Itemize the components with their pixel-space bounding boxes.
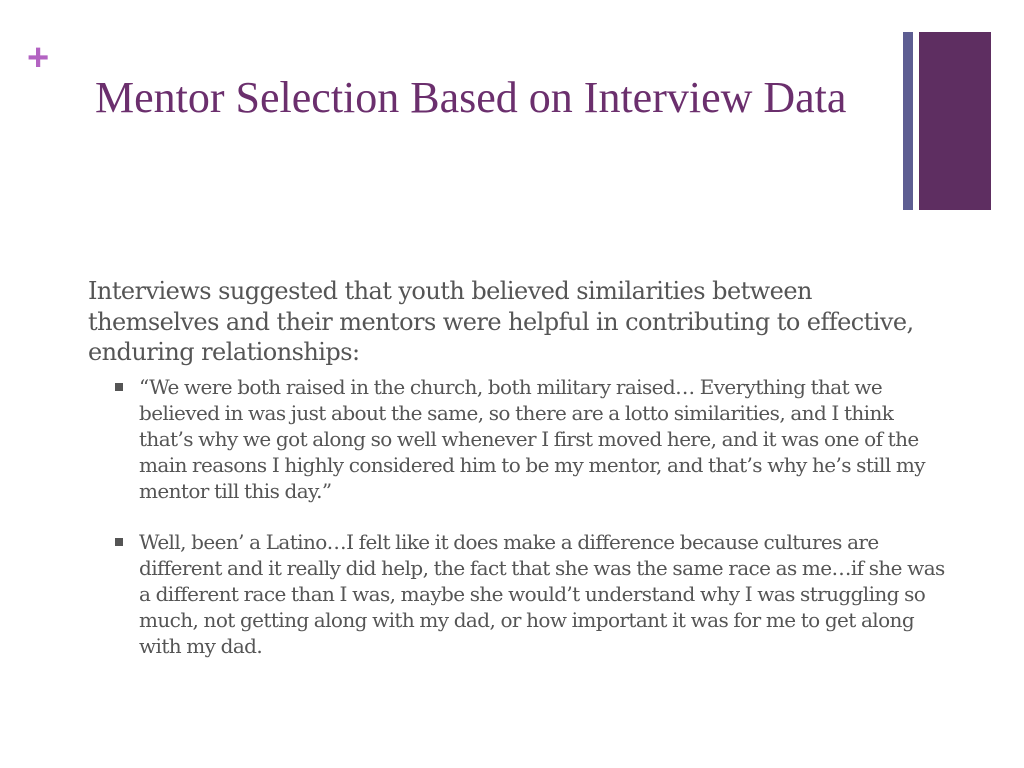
quote-list [88,374,948,659]
plus-icon: + [27,37,50,79]
quote-item [88,374,948,504]
square-bullet-icon [115,538,123,546]
square-bullet-icon [115,383,123,391]
intro-paragraph: Interviews suggested that youth believed similarities between themselves and their mentors were helpful in contributing to effective, enduring relationships: [88,277,914,366]
decorative-bar-wide [919,32,991,210]
quote-text: Well, been’ a Latino…I felt like it does make a difference because cultures are different and it really did help, the fact that she was the same race as me…if she was a different race than I was, maybe she would’t understand why I was struggling so much, not getting along with my dad, or how important it was for me to get along with my dad. [139,529,945,658]
quote-text: “We were both raised in the church, both military raised… Everything that we believed in was just about the same, so there are a lotto similarities, and I think that’s why we got along so well whenever I first moved here, and it was one of the main reasons I highly considered him to be my mentor, and that’s why he’s still my mentor till this day.” [139,374,925,503]
slide-body [88,276,948,659]
quote-item [88,529,948,659]
slide-title: Mentor Selection Based on Interview Data [95,73,847,122]
